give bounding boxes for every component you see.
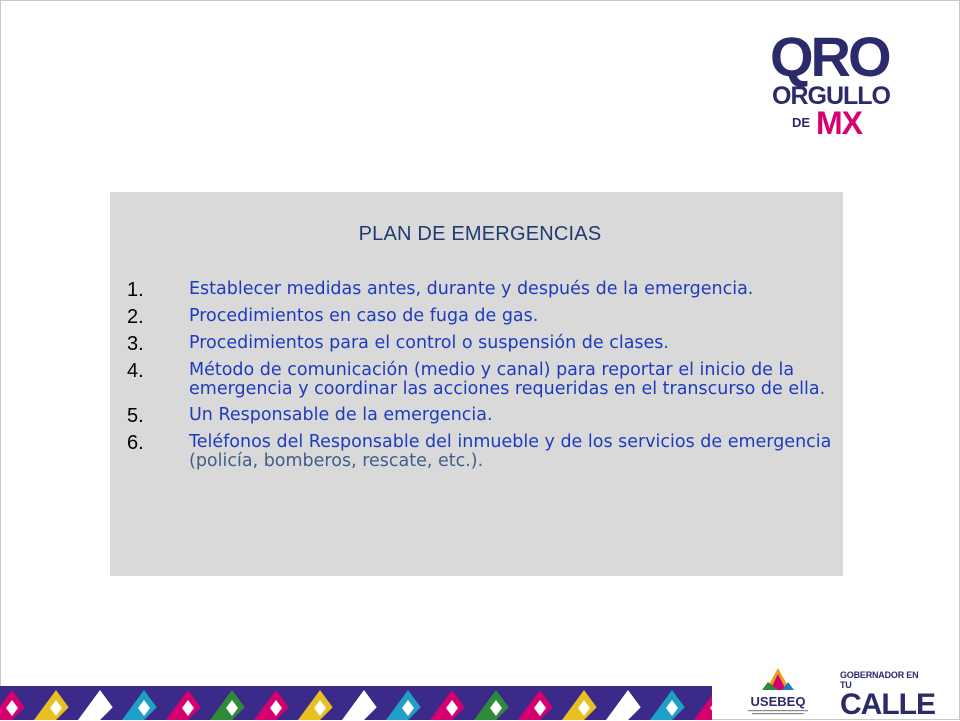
gobernador-calle-logo [840,670,935,721]
logo-mx-text: MX [816,105,862,141]
logo-orgullo-text: ORGULLO [772,82,890,110]
item-number: 2. [127,306,144,328]
item-text: Método de comunicación (medio y canal) para reportar el inicio de la emergencia y coordinar las acciones requeridas en el transcurso de ella. [189,360,826,399]
panel-title: PLAN DE EMERGENCIAS [358,223,602,245]
item-text: Teléfonos del Responsable del inmueble y de los servicios de emergencia [189,432,832,452]
item-text: Establecer medidas antes, durante y después de la emergencia. [189,279,754,299]
calle-small-text: GOBERNADOR EN TU [840,670,919,690]
logo-qro-text: QRO [770,25,889,88]
item-text-extra: (policía, bomberos, rescate, etc.). [189,451,484,471]
usebeq-text: USEBEQ [750,694,806,709]
item-number: 3. [127,333,144,355]
item-number: 6. [127,432,144,454]
list-item [127,433,837,471]
item-text: Procedimientos en caso de fuga de gas. [189,306,539,326]
list-item [127,406,837,426]
list-item [127,334,837,354]
item-number: 5. [127,405,144,427]
list-item [127,307,837,327]
list-item [127,361,837,399]
item-number: 4. [127,360,144,382]
decorative-pattern-band [0,686,712,720]
item-number: 1. [127,279,144,301]
item-text-wrap [189,433,837,471]
item-text: Procedimientos para el control o suspensión de clases. [189,333,669,353]
usebeq-logo [738,664,818,718]
qro-orgullo-logo [768,24,918,144]
list-item [127,280,837,300]
logo-de-text: DE [792,115,811,130]
emergency-plan-list [127,280,837,478]
item-text: Un Responsable de la emergencia. [189,405,493,425]
calle-big-text: CALLE [840,688,935,721]
